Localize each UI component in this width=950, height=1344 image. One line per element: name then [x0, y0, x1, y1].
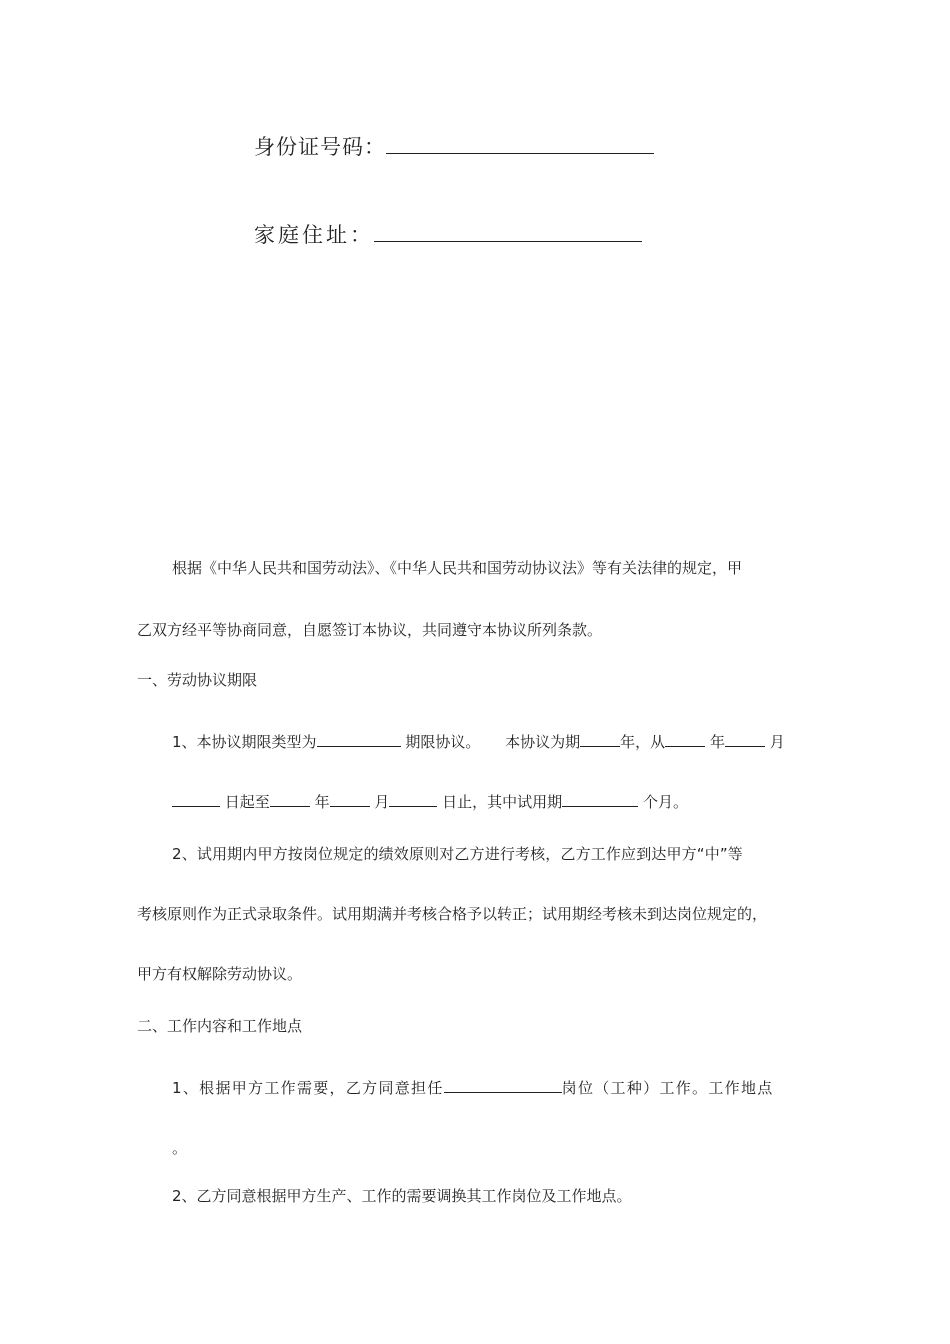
work-location-label: 岗位（工种）工作。工作地点: [561, 1079, 774, 1097]
address-field: [254, 219, 642, 249]
end-month-blank: [330, 790, 370, 807]
term-length-label: 本协议为期: [505, 733, 581, 751]
term-type-blank: [317, 730, 401, 747]
section-2-item-2: 2、乙方同意根据甲方生产、工作的需要调换其工作岗位及工作地点。: [172, 1187, 632, 1205]
section-2-heading: 二、工作内容和工作地点: [137, 1017, 303, 1035]
month-label: 月: [769, 733, 785, 751]
id-number-blank: [386, 131, 654, 154]
probation-blank: [562, 790, 638, 807]
from-label: 年，从: [620, 733, 666, 751]
end-day-blank: [389, 790, 437, 807]
term-years-blank: [580, 730, 620, 747]
section-1-item-2-line-2: 考核原则作为正式录取条件。试用期满并考核合格予以转正；试用期经考核未到达岗位规定的，: [137, 905, 768, 923]
id-number-label: 身份证号码：: [254, 135, 386, 159]
address-label: 家庭住址：: [254, 223, 374, 247]
year-label: 年: [709, 733, 725, 751]
start-year-blank: [665, 730, 705, 747]
section-2-item-1-line-1: [172, 1076, 774, 1098]
end-year-blank: [270, 790, 310, 807]
position-blank: [444, 1076, 562, 1093]
intro-line-1: 根据《中华人民共和国劳动法》、《中华人民共和国劳动协议法》等有关法律的规定，甲: [172, 559, 743, 577]
start-month-blank: [725, 730, 765, 747]
section-1-item-1-line-1: [172, 730, 785, 752]
section-2-item-1-line-2: 。: [172, 1139, 188, 1157]
start-day-label: 日起至: [224, 793, 270, 811]
term-type-label: 1、本协议期限类型为: [172, 733, 317, 751]
section-1-item-2-line-1: 2、试用期内甲方按岗位规定的绩效原则对乙方进行考核，乙方工作应到达甲方“中”等: [172, 845, 743, 863]
section-1-item-1-line-2: [172, 790, 688, 812]
probation-label: 日止，其中试用期: [442, 793, 563, 811]
address-blank: [374, 219, 642, 242]
start-day-blank: [172, 790, 220, 807]
section-1-item-2-line-3: 甲方有权解除劳动协议。: [137, 965, 303, 983]
position-label: 1、根据甲方工作需要，乙方同意担任: [172, 1079, 444, 1097]
id-number-field: [254, 131, 654, 161]
section-1-heading: 一、劳动协议期限: [137, 671, 258, 689]
intro-line-2: 乙双方经平等协商同意，自愿签订本协议，共同遵守本协议所列条款。: [137, 621, 603, 639]
end-month-label: 月: [374, 793, 390, 811]
term-type-suffix: 期限协议。: [405, 733, 481, 751]
end-year-label: 年: [314, 793, 330, 811]
probation-unit: 个月。: [642, 793, 688, 811]
